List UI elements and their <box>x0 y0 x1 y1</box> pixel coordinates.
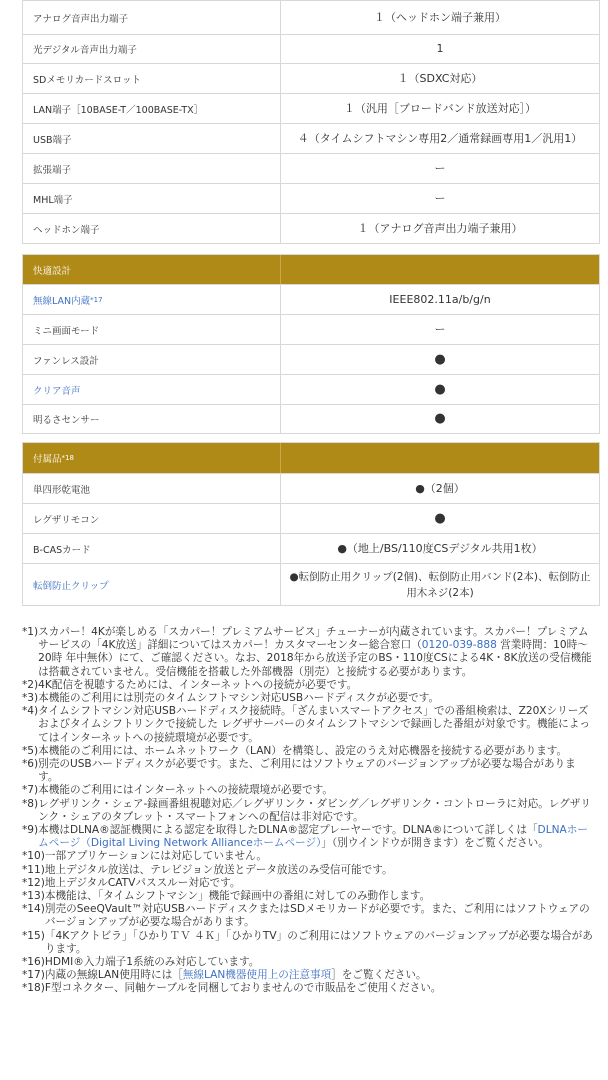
row-value: ● <box>434 381 446 397</box>
table-row <box>23 284 599 314</box>
table-row <box>23 34 599 63</box>
table-row <box>23 63 599 93</box>
section-header <box>23 443 599 473</box>
row-value: １（SDXC対応） <box>397 71 483 85</box>
row-label: ヘッドホン端子 <box>23 214 281 243</box>
table-row <box>23 123 599 153</box>
footnote: *16) HDMI®入力端子1系統のみ対応しています。 <box>22 956 260 969</box>
row-value: ー <box>434 161 446 175</box>
row-value: 1 <box>436 42 444 55</box>
table-row <box>23 183 599 213</box>
footnote: *8) レグザリンク・シェア-録画番組視聴対応／レグザリンク・ダビング／レグザリンク・コントローラに対応。レグザリンク・シェアのタブレット・スマートフォンへの配信は非対応です。 <box>22 797 591 823</box>
footnotes <box>22 626 594 996</box>
clear-voice-link[interactable]: クリア音声 <box>23 375 281 404</box>
row-value: ● <box>434 510 446 526</box>
table-row <box>23 1 599 34</box>
spec-table-terminals <box>22 0 600 244</box>
footnote: *12) 地上デジタルCATVパススルー対応です。 <box>22 876 241 889</box>
footnote: *6) 別売のUSBハードディスクが必要です。また、ご利用にはソフトウェアのバージョンアップが必要な場合があります。 <box>22 758 576 784</box>
footnote: *13) 本機能は、「タイムシフトマシン」機能で録画中の番組に対してのみ動作します。 <box>22 890 431 903</box>
section-header <box>23 255 599 284</box>
row-label: 単四形乾電池 <box>23 474 281 503</box>
footnote: *14) 別売のSeeQVault™対応USBハードディスクまたはSDメモリカードが必要です。また、ご利用にはソフトウェアのバージョンアップが必要な場合があります。 <box>22 903 590 929</box>
row-label: レグザリモコン <box>23 504 281 533</box>
tip-prevention-clip-link[interactable]: 転倒防止クリップ <box>23 564 281 605</box>
table-row <box>23 93 599 123</box>
row-label: ファンレス設計 <box>23 345 281 374</box>
section-header-label: 付属品 *18 <box>23 443 281 473</box>
row-value: ー <box>434 191 446 205</box>
row-value: ●（地上/BS/110度CSデジタル共用1枚） <box>337 541 543 555</box>
row-label: 明るさセンサー <box>23 405 281 433</box>
footnote: *2) 4K配信を視聴するためには、インターネットへの接続が必要です。 <box>22 678 358 691</box>
footnote: *10) 一部アプリケーションには対応していません。 <box>22 850 267 863</box>
row-label: ミニ画面モード <box>23 315 281 344</box>
wireless-lan-link[interactable]: 無線LAN内蔵 *17 <box>23 285 281 314</box>
row-label: MHL端子 <box>23 184 281 213</box>
footnote: *5) 本機能のご利用には、ホームネットワーク（LAN）を構築し、設定のうえ対応機器を接続する必要があります。 <box>22 744 568 757</box>
footnote: *17) 内蔵の無線LAN使用時には［無線LAN機器使用上の注意事項］をご覧ください。 <box>22 969 427 982</box>
table-row <box>23 374 599 404</box>
table-row <box>23 503 599 533</box>
footnote: *4) タイムシフトマシン対応USBハードディスク接続時。「ざんまいスマートアクセス」での番組検索は、Z20Xシリーズおよびタイムシフトリンクで接続した レグザサーバーのタイムシフトマシンで録画した番組が対象です。機能によってはインターネットへの接続環境が必要です。 <box>22 705 590 744</box>
row-value: ４（タイムシフトマシン専用2／通常録画専用1／汎用1） <box>297 131 583 145</box>
row-label: アナログ音声出力端子 <box>23 1 281 34</box>
section-header-label: 快適設計 <box>23 255 281 284</box>
footnote: *11) 地上デジタル放送は、テレビジョン放送とデータ放送のみ受信可能です。 <box>22 863 393 876</box>
phone-link[interactable]: 0120-039-888 <box>421 639 497 652</box>
row-label: 光デジタル音声出力端子 <box>23 35 281 63</box>
row-value: ● <box>434 351 446 367</box>
dlna-homepage-link[interactable]: DLNAホームページ（Digital Living Network Allianceホームページ） <box>38 824 588 850</box>
row-label: B-CASカード <box>23 534 281 563</box>
row-value: ●転倒防止用クリップ(2個)、転倒防止用バンド(2本)、転倒防止用木ネジ(2本) <box>289 570 591 599</box>
row-label: USB端子 <box>23 124 281 153</box>
table-row <box>23 153 599 183</box>
row-value: １（アナログ音声出力端子兼用） <box>357 221 523 235</box>
footnote: *3) 本機能のご利用には別売のタイムシフトマシン対応USBハードディスクが必要です。 <box>22 692 440 705</box>
footnote: *9) 本機はDLNA®認証機関による認定を取得したDLNA®認定プレーヤーです。DLNA®について詳しくは「DLNAホームページ（Digital Living Network Allianceホームページ）」（別ウインドウが開きます）をご覧ください。 <box>22 824 588 850</box>
table-row <box>23 404 599 433</box>
spec-table-accessories <box>22 442 600 606</box>
table-row <box>23 563 599 605</box>
wireless-lan-notice-link[interactable]: 無線LAN機器使用上の注意事項 <box>182 969 332 982</box>
row-label: SDメモリカードスロット <box>23 64 281 93</box>
row-value: ー <box>434 322 446 336</box>
footnote: *7) 本機能のご利用にはインターネットへの接続環境が必要です。 <box>22 784 333 797</box>
row-value: １（ヘッドホン端子兼用） <box>374 10 506 24</box>
table-row <box>23 344 599 374</box>
footnote: *1) スカパー！4Kが楽しめる「スカパー！プレミアムサービス」チューナーが内蔵されています。スカパー！プレミアムサービスの「4K放送」詳細についてはスカパー！カスタマーセンター総合窓口（0120-039-888 営業時間：10時〜20時 年中無休）にて、ご確認ください。なお、2018年から放送予定のBS・110度CSによる4K・8K放送の受信機能は搭載されていません。受信機能を搭載した外部機器（別売）と接続する必要があります。 <box>22 626 592 678</box>
row-value: １（汎用［ブロードバンド放送対応］） <box>343 101 537 115</box>
table-row <box>23 314 599 344</box>
row-label: 拡張端子 <box>23 154 281 183</box>
row-value: ●（2個） <box>415 481 465 495</box>
table-row <box>23 533 599 563</box>
row-value: IEEE802.11a/b/g/n <box>389 292 491 306</box>
row-value: ● <box>434 411 446 426</box>
footnote: *15) 「4Kアクトビラ」「ひかりＴＶ ４Ｋ」「ひかりTV」のご利用にはソフトウェアのバージョンアップが必要な場合があります。 <box>22 929 593 955</box>
footnote: *18) F型コネクター、同軸ケーブルを同梱しておりませんので市販品をご使用ください。 <box>22 982 442 995</box>
table-row <box>23 213 599 243</box>
spec-table-comfort <box>22 254 600 434</box>
table-row <box>23 473 599 503</box>
row-label: LAN端子［10BASE-T／100BASE-TX］ <box>23 94 281 123</box>
